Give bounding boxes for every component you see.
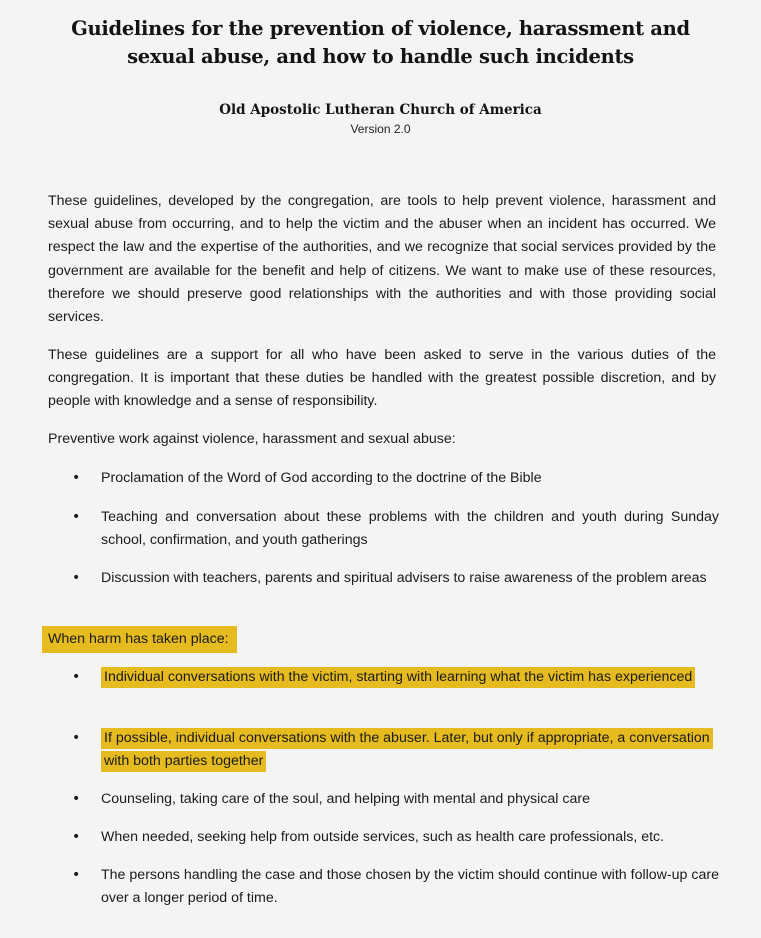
list-item-text: Teaching and conversation about these problems with the children and youth during Sunday school, confirmation, and youth gatherings — [101, 509, 719, 548]
bullet-icon: • — [72, 669, 81, 685]
list-item-text — [101, 727, 719, 773]
support-paragraph: These guidelines are a support for all who have been asked to serve in the various duties of the congregation. It is important that these duties be handled with the greatest possible discretion, and by people with knowledge and a sense of responsibility. — [48, 347, 716, 410]
intro-paragraph: These guidelines, developed by the congregation, are tools to help prevent violence, harassment and sexual abuse from occurring, and to help the victim and the abuser when an incident has occurred. We respect the law and the expertise of the authorities, and we recognize that social services provided by the government are available for the benefit and help of citizens. We want to make use of these resources, therefore we should preserve good relationships with the authorities and with those providing social services. — [48, 193, 716, 326]
list-item-text: The persons handling the case and those chosen by the victim should continue with follow-up care over a longer period of time. — [101, 867, 719, 906]
bullet-icon: • — [72, 470, 81, 486]
version-label: Version 2.0 — [350, 122, 411, 136]
bullet-icon: • — [72, 730, 81, 746]
bullet-icon: • — [72, 570, 81, 586]
bullet-icon: • — [72, 791, 81, 807]
harm-heading: When harm has taken place: — [42, 626, 237, 653]
list-item-text: Counseling, taking care of the soul, and helping with mental and physical care — [101, 791, 590, 807]
list-item-text: When needed, seeking help from outside services, such as health care professionals, etc. — [101, 829, 665, 845]
highlighted-text: Individual conversations with the victim, starting with learning what the victim has experienced — [101, 667, 695, 688]
organization-name: Old Apostolic Lutheran Church of America — [219, 102, 542, 118]
list-item-text: Discussion with teachers, parents and spiritual advisers to raise awareness of the problem areas — [101, 570, 707, 586]
highlighted-text: If possible, individual conversations with the abuser. Later, but only if appropriate, a conversation with both parties together — [101, 728, 713, 772]
document-title: Guidelines for the prevention of violence, harassment and sexual abuse, and how to handle such incidents — [71, 17, 690, 68]
bullet-icon: • — [72, 509, 81, 525]
list-item-text — [101, 666, 719, 689]
preventive-heading: Preventive work against violence, harassment and sexual abuse: — [48, 431, 456, 447]
bullet-icon: • — [72, 867, 81, 883]
list-item-text: Proclamation of the Word of God according to the doctrine of the Bible — [101, 470, 542, 486]
bullet-icon: • — [72, 829, 81, 845]
